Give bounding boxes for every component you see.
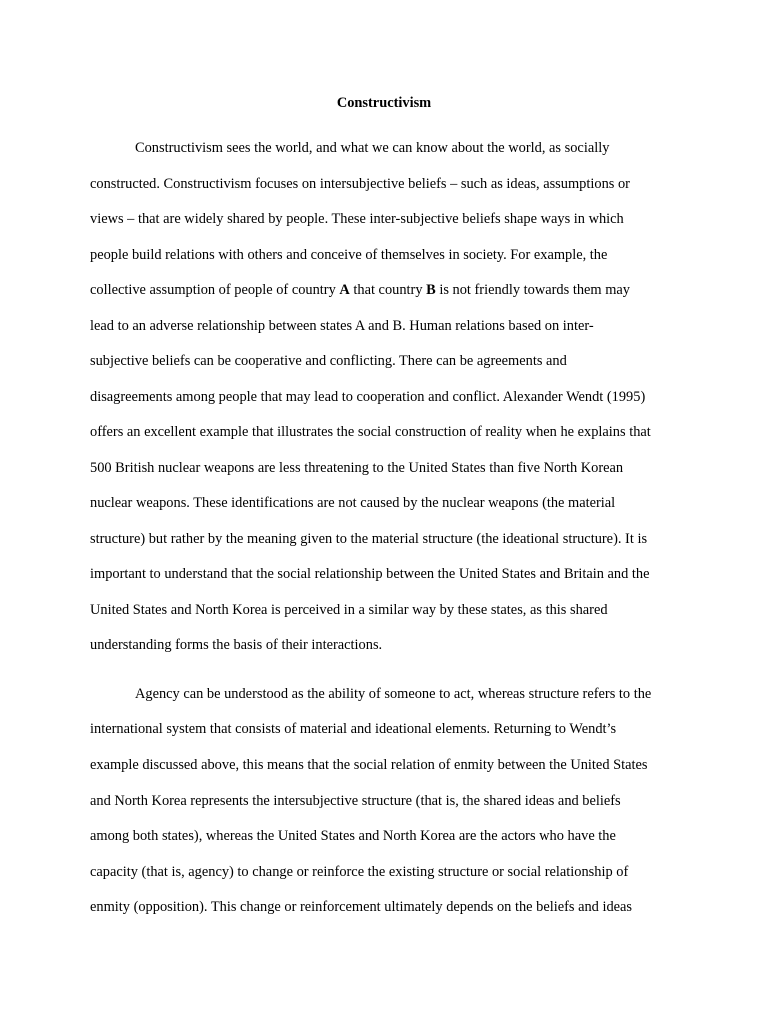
paragraph-line: lead to an adverse relationship between states A and B. Human relations based on inter- <box>90 318 594 334</box>
paragraph-line: capacity (that is, agency) to change or reinforce the existing structure or social relationship of <box>90 864 629 880</box>
paragraph-line: constructed. Constructivism focuses on intersubjective beliefs – such as ideas, assumptions or <box>90 176 630 192</box>
paragraph-line: people build relations with others and conceive of themselves in society. For example, the <box>90 247 608 263</box>
paragraph-line: enmity (opposition). This change or reinforcement ultimately depends on the beliefs and ideas <box>90 899 633 915</box>
paragraph-line: Constructivism sees the world, and what we can know about the world, as socially <box>135 140 610 156</box>
paragraph-line: international system that consists of material and ideational elements. Returning to Wendt’s <box>90 721 617 737</box>
line-text: that country <box>349 282 427 298</box>
line-text: collective assumption of people of country <box>90 282 340 298</box>
paragraph-line: among both states), whereas the United States and North Korea are the actors who have the <box>90 828 616 844</box>
paragraph-line: structure) but rather by the meaning given to the material structure (the ideational structure). It is <box>90 531 648 547</box>
paragraph-line: views – that are widely shared by people. These inter-subjective beliefs shape ways in which <box>90 211 624 227</box>
paragraph-line: offers an excellent example that illustrates the social construction of reality when he explains that <box>90 424 651 440</box>
paragraph-line: important to understand that the social relationship between the United States and Britain and the <box>90 566 650 582</box>
document-title: Constructivism <box>336 95 432 111</box>
bold-country-a: A <box>339 282 350 298</box>
paragraph-line: disagreements among people that may lead to cooperation and conflict. Alexander Wendt (1995) <box>90 389 646 405</box>
paragraph-line: Agency can be understood as the ability of someone to act, whereas structure refers to the <box>135 686 652 702</box>
bold-country-b: B <box>426 282 436 298</box>
paragraph-line: understanding forms the basis of their interactions. <box>90 637 383 653</box>
paragraph-line-with-bold <box>90 280 630 300</box>
paragraph-line: example discussed above, this means that the social relation of enmity between the United States <box>90 757 648 773</box>
paragraph-line: United States and North Korea is perceived in a similar way by these states, as this shared <box>90 602 608 618</box>
paragraph-line: 500 British nuclear weapons are less threatening to the United States than five North Korean <box>90 460 624 476</box>
paragraph-line: subjective beliefs can be cooperative and conflicting. There can be agreements and <box>90 353 567 369</box>
paragraph-line: nuclear weapons. These identifications are not caused by the nuclear weapons (the material <box>90 495 616 511</box>
paragraph-line: and North Korea represents the intersubjective structure (that is, the shared ideas and beliefs <box>90 793 621 809</box>
line-text: is not friendly towards them may <box>435 282 630 298</box>
